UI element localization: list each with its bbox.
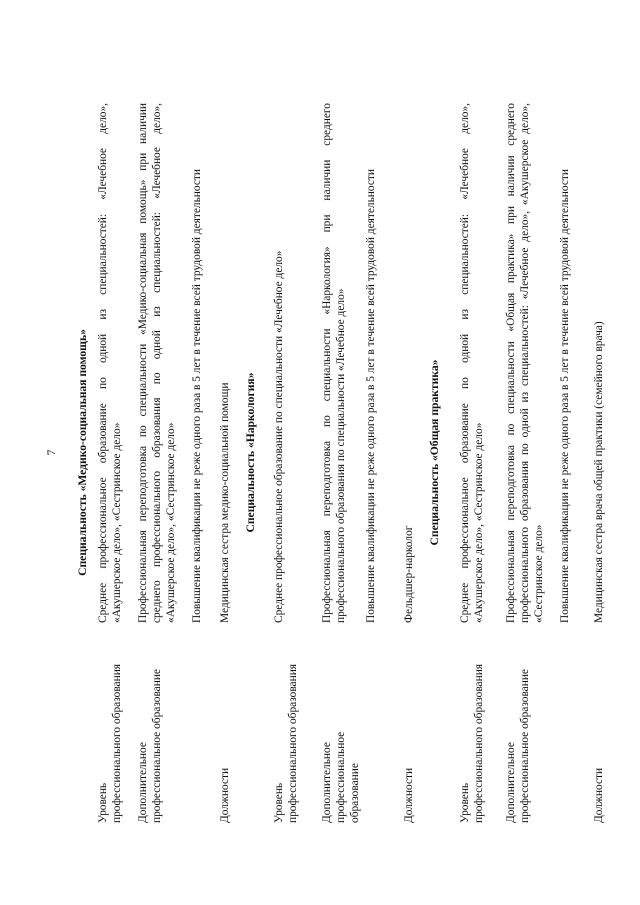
row-value-qualification: Повышение квалификации не реже одного раза в 5 лет в течение всей трудовой деятельности (365, 169, 377, 623)
row-value-education-level: Среднее профессиональное образование по одной из специальностей: «Лечебное дело», «Акушерское дело», «Сестринское дело» (97, 103, 123, 623)
section-title-narcology: Специальность «Наркология» (244, 372, 257, 533)
section-title-medico-social: Специальность «Медико-социальная помощь» (76, 329, 89, 576)
row-value-qualification: Повышение квалификации не реже одного раза в 5 лет в течение всей трудовой деятельности (559, 169, 571, 623)
row-label-additional-education: Дополнительное профессиональное образование (321, 731, 361, 823)
row-label-positions: Должности (593, 767, 605, 823)
row-value-additional-education: Профессиональная переподготовка по специальности «Наркология» при наличии среднего профессионального образования по специальности «Лечебное дело» (321, 103, 347, 623)
row-value-additional-education: Профессиональная переподготовка по специальности «Медико-социальная помощь» при наличии среднего профессионального образования по одной из специальностей: «Лечебное дело», «Акушерское дело», «Сестринское дело» (137, 103, 177, 623)
row-value-positions: Медицинская сестра врача общей практики (семейного врача) (593, 321, 605, 623)
row-label-education-level: Уровень профессионального образования (459, 663, 485, 823)
row-value-qualification: Повышение квалификации не реже одного раза в 5 лет в течение всей трудовой деятельности (191, 169, 203, 623)
row-value-positions: Медицинская сестра медико-социальной помощи (219, 382, 231, 623)
row-label-positions: Должности (403, 767, 415, 823)
row-value-education-level: Среднее профессиональное образование по одной из специальностей: «Лечебное дело», «Акушерское дело», «Сестринское дело» (459, 103, 485, 623)
section-title-general-practice: Специальность «Общая практика» (428, 359, 441, 546)
row-label-education-level: Уровень профессионального образования (97, 663, 123, 823)
row-value-education-level: Среднее профессиональное образование по специальности «Лечебное дело» (273, 250, 285, 623)
row-label-positions: Должности (219, 767, 231, 823)
row-label-education-level: Уровень профессионального образования (273, 663, 299, 823)
page-number: 7 (44, 449, 58, 456)
row-value-additional-education: Профессиональная переподготовка по специальности «Общая практика» при наличии среднего профессионального образования по одной из специальностей: «Лечебное дело», «Акушерское дело», «Сестринское дело» (505, 103, 545, 623)
row-value-positions: Фельдшер-нарколог (403, 525, 415, 623)
row-label-additional-education: Дополнительное профессиональное образование (505, 669, 531, 823)
row-label-additional-education: Дополнительное профессиональное образование (137, 669, 163, 823)
